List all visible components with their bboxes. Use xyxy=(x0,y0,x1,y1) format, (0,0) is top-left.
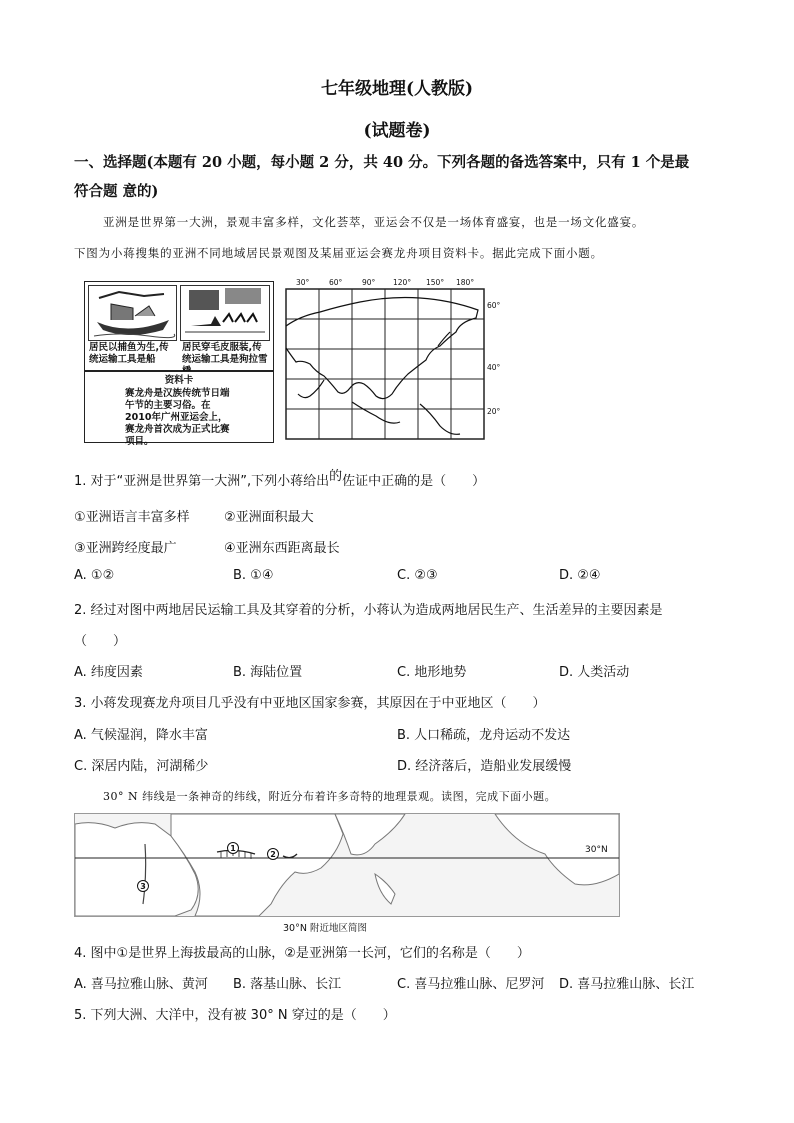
map-lon-label: 60° xyxy=(329,278,343,287)
q1-option-c[interactable]: C. ②③ xyxy=(397,568,438,583)
map-lat-label: 20° xyxy=(487,407,501,416)
q1-statement-1: ①亚洲语言丰富多样 xyxy=(74,510,190,525)
asia-map-svg xyxy=(280,276,505,444)
q4-option-b[interactable]: B. 落基山脉、长江 xyxy=(233,977,342,992)
caption-right: 居民穿毛皮服装,传统运输工具是狗拉雪 xyxy=(182,342,268,365)
q1-statement-2: ②亚洲面积最大 xyxy=(224,510,314,525)
q1-stem-b: 佐证中正确的是（ ） xyxy=(342,474,486,489)
figure2-caption: 30°N 附近地区简图 xyxy=(283,923,367,934)
passage1-line1: 亚洲是世界第一大洲，景观丰富多样，文化荟萃，亚运会不仅是一场体育盛宴，也是一场文化盛宴。 xyxy=(103,215,645,229)
q1-stem xyxy=(74,470,485,489)
section-heading-line1: 一、选择题(本题有 20 小题，每小题 2 分，共 40 分。下列各题的备选答案中，只有 1 个是最 xyxy=(74,154,690,171)
marker-1: 1 xyxy=(230,844,236,853)
data-card-title: 资料卡 xyxy=(164,375,194,386)
q1-option-b[interactable]: B. ①④ xyxy=(233,568,274,583)
q1-statement-4: ④亚洲东西距离最长 xyxy=(224,541,340,556)
caption-left: 居民以捕鱼为生,传统运输工具是船 xyxy=(89,342,169,365)
q4-stem: 4. 图中①是世界上海拔最高的山脉，②是亚洲第一长河，它们的名称是（ ） xyxy=(74,946,530,961)
q5-stem: 5. 下列大洲、大洋中，没有被 30° N 穿过的是（ ） xyxy=(74,1008,396,1023)
map-lat-label: 40° xyxy=(487,363,501,372)
q1-stem-de: 的 xyxy=(329,469,343,484)
lat-30n-label: 30°N xyxy=(585,845,608,855)
world-strip-svg xyxy=(75,814,619,916)
section-heading-line2: 符合题 意的) xyxy=(74,183,159,200)
q3-option-a[interactable]: A. 气候湿润，降水丰富 xyxy=(74,728,208,743)
map-lon-label: 90° xyxy=(362,278,376,287)
q4-option-a[interactable]: A. 喜马拉雅山脉、黄河 xyxy=(74,977,208,992)
latitude-30n-map xyxy=(74,813,620,917)
marker-3: 3 xyxy=(140,882,146,891)
map-lon-label: 150° xyxy=(426,278,445,287)
passage1-line2: 下图为小蒋搜集的亚洲不同地域居民景观图及某届亚运会赛龙舟项目资料卡。据此完成下面小题。 xyxy=(74,246,603,260)
q3-stem: 3. 小蒋发现赛龙舟项目几乎没有中亚地区国家参赛，其原因在于中亚地区（ ） xyxy=(74,696,546,711)
boat-illustration xyxy=(89,286,176,340)
q3-option-b[interactable]: B. 人口稀疏，龙舟运动不发达 xyxy=(397,728,571,743)
q1-option-a[interactable]: A. ①② xyxy=(74,568,115,583)
figure1-resident-scenes xyxy=(84,281,274,371)
sled-illustration xyxy=(181,286,269,340)
q4-option-c[interactable]: C. 喜马拉雅山脉、尼罗河 xyxy=(397,977,545,992)
asia-grid-map xyxy=(280,276,505,444)
q2-option-a[interactable]: A. 纬度因素 xyxy=(74,665,143,680)
data-card xyxy=(84,371,274,447)
q2-option-b[interactable]: B. 海陆位置 xyxy=(233,665,303,680)
q4-option-d[interactable]: D. 喜马拉雅山脉、长江 xyxy=(559,977,695,992)
q2-stem-line2: （ ） xyxy=(74,634,127,649)
q1-stem-a: 1. 对于“亚洲是世界第一大洲”,下列小蒋给出 xyxy=(74,474,330,489)
map-lon-label: 30° xyxy=(296,278,310,287)
marker-2: 2 xyxy=(270,850,276,859)
q2-option-c[interactable]: C. 地形地势 xyxy=(397,665,467,680)
map-lat-label: 60° xyxy=(487,301,501,310)
q3-option-c[interactable]: C. 深居内陆，河湖稀少 xyxy=(74,759,209,774)
map-lon-label: 120° xyxy=(393,278,412,287)
q1-option-d[interactable]: D. ②④ xyxy=(559,568,601,583)
fishing-boat-sketch xyxy=(88,285,177,341)
q1-statement-3: ③亚洲跨经度最广 xyxy=(74,541,177,556)
q3-option-d[interactable]: D. 经济落后，造船业发展缓慢 xyxy=(397,759,572,774)
passage2-text: 30° N 纬线是一条神奇的纬线，附近分布着许多奇特的地理景观。读图，完成下面小题。 xyxy=(103,790,557,803)
page-title: 七年级地理(人教版) xyxy=(320,79,474,99)
q2-stem-line1: 2. 经过对图中两地居民运输工具及其穿着的分析，小蒋认为造成两地居民生产、生活差异的主要因素是 xyxy=(74,603,663,618)
map-lon-label: 180° xyxy=(456,278,475,287)
dog-sled-sketch xyxy=(180,285,270,341)
data-card-text: 赛龙舟是汉族传统节日端午节的主要习俗。在2010年广州亚运会上，赛龙舟首次成为正式比赛项目。 xyxy=(125,388,230,447)
q2-option-d[interactable]: D. 人类活动 xyxy=(559,665,630,680)
page-subtitle: (试题卷) xyxy=(363,121,431,141)
